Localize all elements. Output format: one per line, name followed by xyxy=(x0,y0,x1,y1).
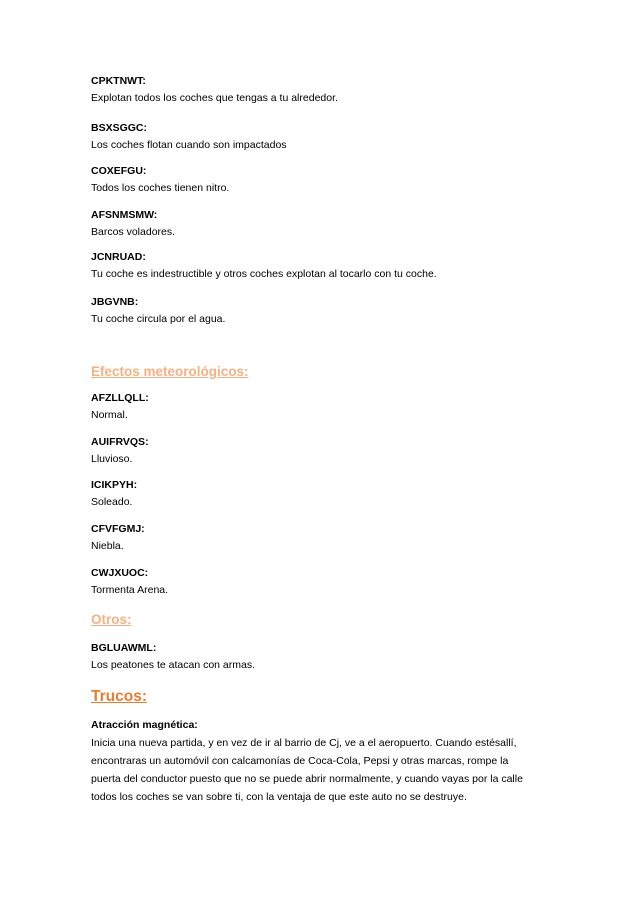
cheat-description: Tu coche circula por el agua. xyxy=(91,313,226,325)
cheat-code: CWJXUOC: xyxy=(91,567,149,579)
cheat-description: Tormenta Arena. xyxy=(91,584,169,596)
trick-title: Atracción magnética: xyxy=(91,719,198,731)
cheat-description: Lluvioso. xyxy=(91,453,133,465)
cheat-code: JBGVNB: xyxy=(91,296,139,308)
trick-line: Inicia una nueva partida, y en vez de ir al barrio de Cj, ve a el aeropuerto. Cuando estésallí, xyxy=(91,737,517,749)
trick-line: todos los coches se van sobre ti, con la ventaja de que este auto no se destruye. xyxy=(91,791,467,803)
cheat-description: Explotan todos los coches que tengas a tu alrededor. xyxy=(91,92,338,104)
cheat-description: Los peatones te atacan con armas. xyxy=(91,659,256,671)
section-heading-tricks: Trucos: xyxy=(91,688,147,705)
cheat-description: Normal. xyxy=(91,409,128,421)
section-heading-others: Otros: xyxy=(91,612,132,627)
cheat-description: Los coches flotan cuando son impactados xyxy=(91,139,287,151)
cheat-code: AFSNMSMW: xyxy=(91,209,158,221)
cheat-code: ICIKPYH: xyxy=(91,479,138,491)
cheat-description: Todos los coches tienen nitro. xyxy=(91,182,230,194)
cheat-description: Niebla. xyxy=(91,540,124,552)
cheat-code: JCNRUAD: xyxy=(91,251,146,263)
trick-line: encontraras un automóvil con calcamonías de Coca-Cola, Pepsi y otras marcas, rompe la xyxy=(91,755,509,767)
cheat-code: BGLUAWML: xyxy=(91,642,157,654)
cheat-code: AFZLLQLL: xyxy=(91,392,149,404)
cheat-code: AUIFRVQS: xyxy=(91,436,149,448)
trick-line: puerta del conductor puesto que no se puede abrir normalmente, y cuando vayas por la calle xyxy=(91,773,523,785)
cheat-code: CPKTNWT: xyxy=(91,75,146,87)
cheat-code: COXEFGU: xyxy=(91,165,147,177)
cheat-description: Tu coche es indestructible y otros coches explotan al tocarlo con tu coche. xyxy=(91,268,437,280)
section-heading-weather: Efectos meteorológicos: xyxy=(91,364,249,379)
trick-description xyxy=(91,734,551,806)
cheat-code: BSXSGGC: xyxy=(91,122,148,134)
cheat-code: CFVFGMJ: xyxy=(91,523,145,535)
cheat-description: Barcos voladores. xyxy=(91,226,176,238)
cheat-description: Soleado. xyxy=(91,496,133,508)
